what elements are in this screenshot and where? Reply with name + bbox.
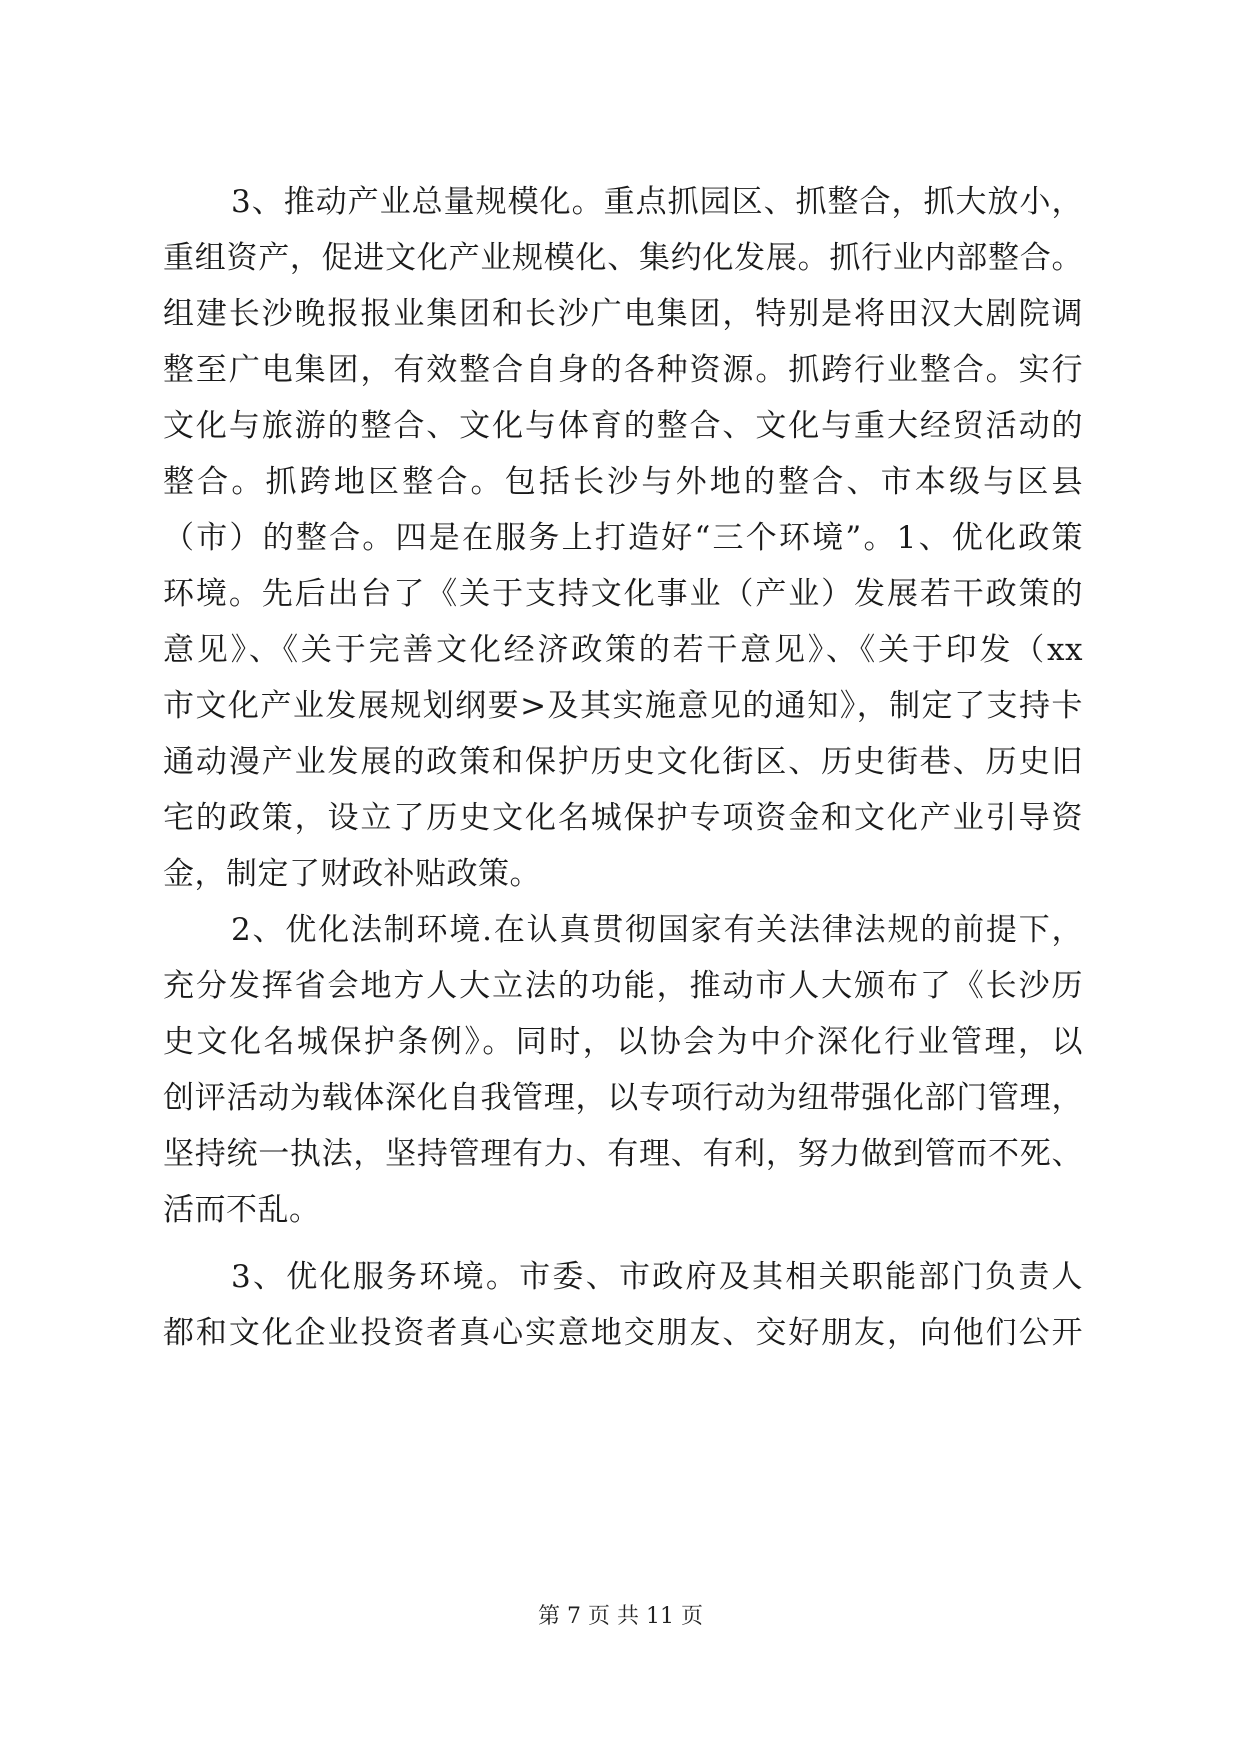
text-line: 史文化名城保护条例》。同时，以协会为中介深化行业管理，以: [163, 1024, 1083, 1060]
text-line: 都和文化企业投资者真心实意地交朋友、交好朋友，向他们公开: [163, 1315, 1083, 1351]
text-line: 意见》、《关于完善文化经济政策的若干意见》、《关于印发（xx: [163, 632, 1083, 668]
text-line: 通动漫产业发展的政策和保护历史文化街区、历史街巷、历史旧: [163, 744, 1083, 780]
text-line: 充分发挥省会地方人大立法的功能，推动市人大颁布了《长沙历: [163, 968, 1083, 1004]
text-line: 金，制定了财政补贴政策。: [163, 856, 541, 892]
text-line: 整至广电集团，有效整合自身的各种资源。抓跨行业整合。实行: [163, 352, 1083, 388]
text-line: 市文化产业发展规划纲要>及其实施意见的通知》，制定了支持卡: [163, 688, 1083, 724]
text-line: 3、优化服务环境。市委、市政府及其相关职能部门负责人: [231, 1259, 1083, 1295]
page-number-footer: 第 7 页 共 11 页: [538, 1604, 703, 1629]
text-line: 重组资产，促进文化产业规模化、集约化发展。抓行业内部整合。: [163, 240, 1083, 276]
text-line: 2、优化法制环境.在认真贯彻国家有关法律法规的前提下，: [231, 912, 1083, 948]
text-line: 组建长沙晚报报业集团和长沙广电集团，特别是将田汉大剧院调: [163, 296, 1083, 332]
text-line: 3、推动产业总量规模化。重点抓园区、抓整合，抓大放小，: [231, 184, 1083, 220]
text-line: 文化与旅游的整合、文化与体育的整合、文化与重大经贸活动的: [163, 408, 1083, 444]
text-line: 宅的政策，设立了历史文化名城保护专项资金和文化产业引导资: [163, 800, 1083, 836]
text-line: （市）的整合。四是在服务上打造好“三个环境”。1、优化政策: [163, 520, 1083, 556]
text-line: 活而不乱。: [163, 1192, 321, 1228]
text-line: 创评活动为载体深化自我管理，以专项行动为纽带强化部门管理，: [163, 1080, 1083, 1116]
text-line: 环境。先后出台了《关于支持文化事业（产业）发展若干政策的: [163, 576, 1083, 612]
text-line: 坚持统一执法，坚持管理有力、有理、有利，努力做到管而不死、: [163, 1136, 1083, 1172]
text-line: 整合。抓跨地区整合。包括长沙与外地的整合、市本级与区县: [163, 464, 1083, 500]
